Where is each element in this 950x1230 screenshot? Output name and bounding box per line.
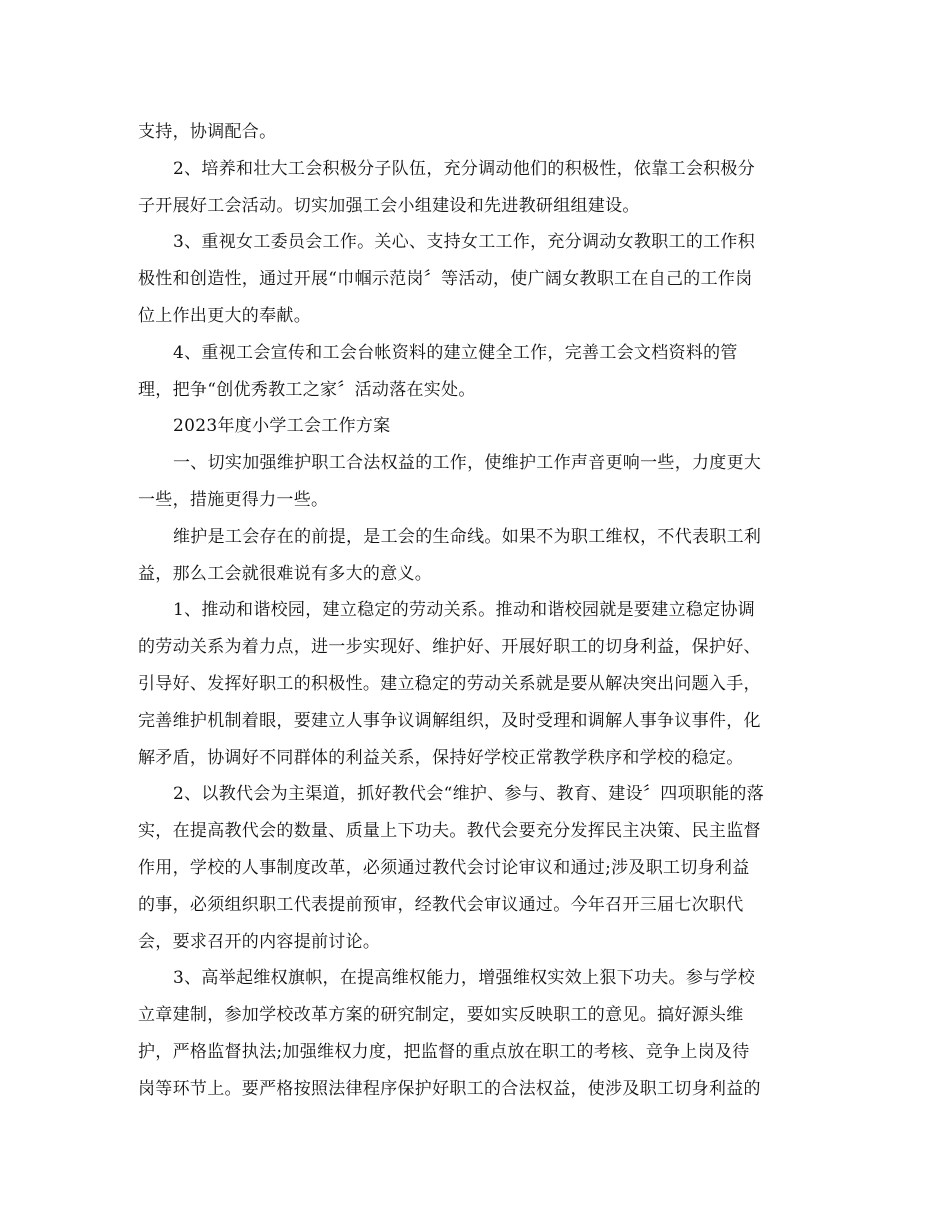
text-line: 岗等环节上。要严格按照法律程序保护好职工的合法权益，使涉及职工切身利益的 bbox=[138, 1078, 761, 1099]
text-line: 3、高举起维权旗帜，在提高维权能力，增强维权实效上狠下功夫。参与学校 bbox=[173, 968, 756, 989]
text-line: 引导好、发挥好职工的积极性。建立稳定的劳动关系就是要从解决突出问题入手， bbox=[138, 673, 761, 694]
text-line: 的事，必须组织职工代表提前预审，经教代会审议通过。今年召开三届七次职代 bbox=[138, 894, 744, 915]
text-line: 会，要求召开的内容提前讨论。 bbox=[138, 931, 381, 952]
text-line: 解矛盾，协调好不同群体的利益关系，保持好学校正常教学秩序和学校的稳定。 bbox=[138, 747, 744, 768]
text-line: 4、重视工会宣传和工会台帐资料的建立健全工作，完善工会文档资料的管 bbox=[173, 342, 738, 363]
text-line: 的劳动关系为着力点，进一步实现好、维护好、开展好职工的切身利益，保护好、 bbox=[138, 637, 761, 658]
text-line: 益，那么工会就很难说有多大的意义。 bbox=[138, 563, 433, 584]
document-body bbox=[138, 114, 814, 1108]
text-line: 极性和创造性，通过开展“巾帼示范岗〞等活动，使广阔女教职工在自己的工作岗 bbox=[138, 269, 753, 290]
text-line: 子开展好工会活动。切实加强工会小组建设和先进教研组组建设。 bbox=[138, 195, 640, 216]
text-line: 3、重视女工委员会工作。关心、支持女工工作，充分调动女教职工的工作积 bbox=[173, 232, 756, 253]
text-line: 作用，学校的人事制度改革，必须通过教代会讨论审议和通过;涉及职工切身利益 bbox=[138, 857, 750, 878]
text-line: 1、推动和谐校园，建立稳定的劳动关系。推动和谐校园就是要建立稳定协调 bbox=[173, 600, 756, 621]
text-line: 维护是工会存在的前提，是工会的生命线。如果不为职工维权，不代表职工利 bbox=[173, 526, 762, 547]
text-line: 2、培养和壮大工会积极分子队伍，充分调动他们的积极性，依靠工会积极分 bbox=[173, 158, 756, 179]
text-line: 理，把争“创优秀教工之家〞活动落在实处。 bbox=[138, 379, 476, 400]
text-line: 护，严格监督执法;加强维权力度，把监督的重点放在职工的考核、竞争上岗及待 bbox=[138, 1041, 750, 1062]
text-line: 立章建制，参加学校改革方案的研究制定，要如实反映职工的意见。搞好源头维 bbox=[138, 1005, 744, 1026]
text-line: 位上作出更大的奉献。 bbox=[138, 305, 311, 326]
text-line: 一、切实加强维护职工合法权益的工作，使维护工作声音更响一些，力度更大 bbox=[173, 453, 762, 474]
text-line: 2、以教代会为主渠道，抓好教代会“维护、参与、教育、建设〞四项职能的落 bbox=[173, 784, 765, 805]
text-line: 2023年度小学工会工作方案 bbox=[173, 416, 391, 437]
text-line: 实，在提高教代会的数量、质量上下功夫。教代会要充分发挥民主决策、民主监督 bbox=[138, 821, 761, 842]
text-line: 一些，措施更得力一些。 bbox=[138, 489, 329, 510]
text-line: 完善维护机制着眼，要建立人事争议调解组织，及时受理和调解人事争议事件，化 bbox=[138, 710, 761, 731]
text-line: 支持，协调配合。 bbox=[138, 122, 277, 142]
